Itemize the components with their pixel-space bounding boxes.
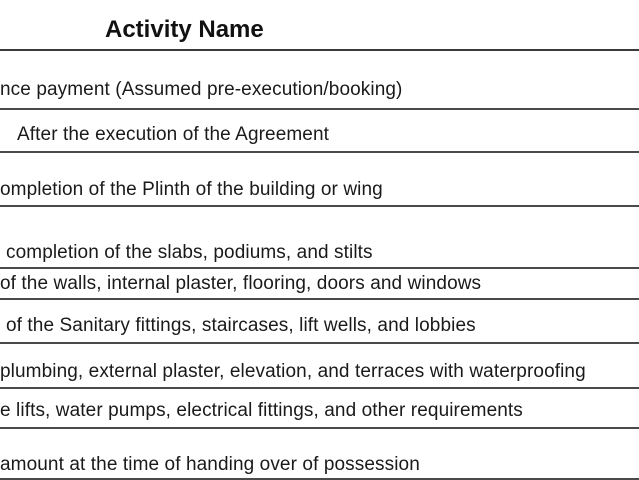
activity-cell: After the execution of the Agreement	[17, 124, 330, 145]
table-row	[0, 300, 639, 344]
activity-cell: e lifts, water pumps, electrical fittings, and other requirements	[0, 400, 523, 421]
activity-cell: ompletion of the Plinth of the building or wing	[0, 179, 383, 200]
activity-cell: nce payment (Assumed pre-execution/booking)	[0, 79, 403, 100]
activity-cell: completion of the slabs, podiums, and stilts	[6, 242, 373, 263]
table-row	[0, 51, 639, 110]
table-row	[0, 269, 639, 300]
activity-cell: of the Sanitary fittings, staircases, lift wells, and lobbies	[6, 315, 476, 336]
activity-name-heading: Activity Name	[105, 16, 264, 43]
table-row	[0, 207, 639, 269]
table-row	[0, 153, 639, 207]
activity-cell: plumbing, external plaster, elevation, and terraces with waterproofing	[0, 361, 586, 382]
table-row	[0, 429, 639, 478]
activity-cell: amount at the time of handing over of possession	[0, 454, 420, 475]
table-row	[0, 110, 639, 153]
activity-cell: of the walls, internal plaster, flooring, doors and windows	[0, 273, 482, 294]
table-row	[0, 344, 639, 389]
table-header	[0, 0, 639, 51]
table-row	[0, 389, 639, 429]
